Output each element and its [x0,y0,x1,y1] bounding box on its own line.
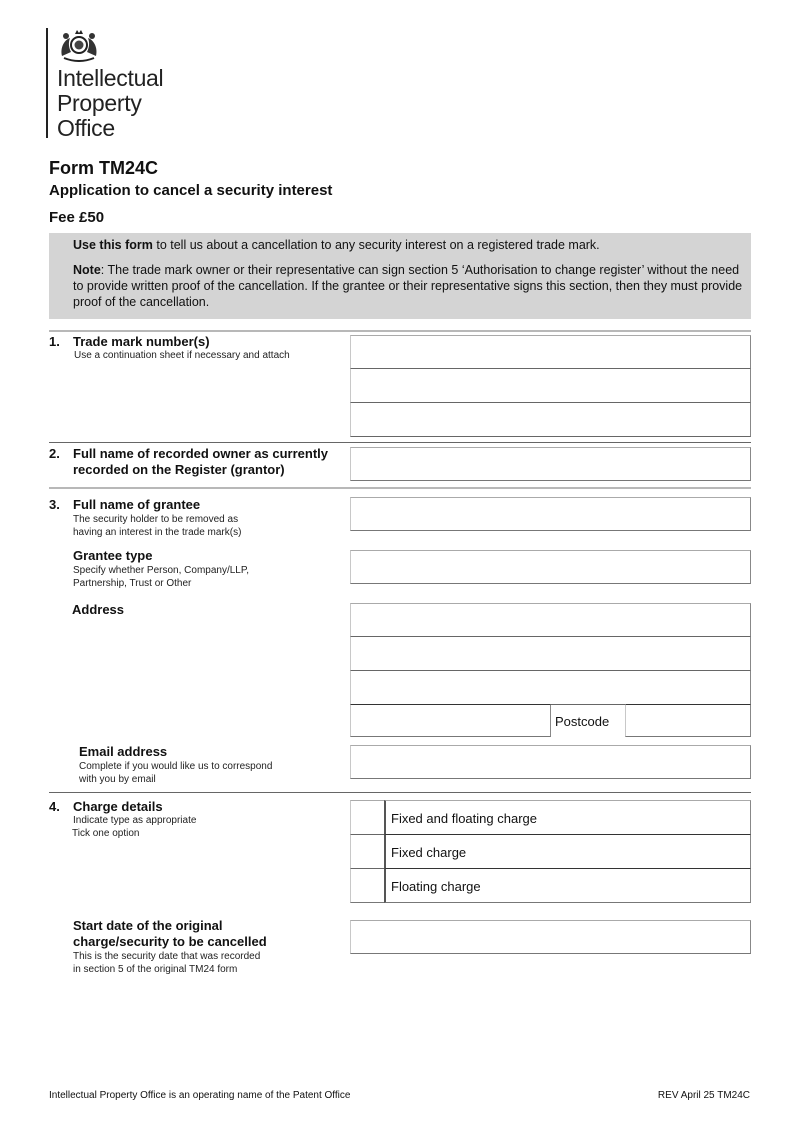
start-date-help: This is the security date that was recorded in section 5 of the original TM24 form [73,951,261,975]
section-divider [49,487,751,489]
section-2-title: Full name of recorded owner as currently recorded on the Register (grantor) [73,446,329,477]
trade-mark-number-field-2[interactable] [350,369,751,403]
option-fixed[interactable] [384,834,751,869]
postcode-field[interactable] [625,704,751,737]
logo-line-3: Office [57,115,115,141]
trade-mark-number-field-3[interactable] [350,403,751,437]
option-floating[interactable] [384,868,751,903]
section-divider [49,330,751,332]
start-date-field[interactable] [350,920,751,954]
checkbox-fixed-and-floating[interactable] [350,800,385,835]
option-label: Fixed and floating charge [391,811,537,826]
section-4-number: 4. [49,799,60,814]
grantee-type-title: Grantee type [73,548,153,563]
footer-note: Intellectual Property Office is an operating name of the Patent Office [49,1090,351,1101]
section-1-title: Trade mark number(s) [73,334,210,349]
organisation-name [57,66,163,141]
logo-line-2: Property [57,90,142,116]
checkbox-floating[interactable] [350,868,385,903]
postcode-label: Postcode [555,714,610,729]
section-4-title: Charge details [73,799,163,814]
grantee-type-field[interactable] [350,550,751,584]
address-line-1-field[interactable] [350,603,751,637]
checkbox-fixed[interactable] [350,834,385,869]
form-title: Form TM24C [49,158,159,178]
grantee-type-help: Specify whether Person, Company/LLP, Partnership, Trust or Other [73,565,250,589]
option-label: Fixed charge [391,845,467,860]
trade-mark-number-field-1[interactable] [350,335,751,369]
option-label: Floating charge [391,879,481,894]
recorded-owner-name-field[interactable] [350,447,751,481]
section-2-number: 2. [49,446,60,461]
info-usage-text: Use this form to tell us about a cancellation to any security interest on a registered trade mark. [73,238,600,252]
address-group [350,603,751,705]
fee-label: Fee £50 [49,209,105,226]
address-line-2-field[interactable] [350,637,751,671]
start-date-title: Start date of the original charge/security to be cancelled [73,918,267,949]
section-4-help: Indicate type as appropriate Tick one option [72,815,197,839]
section-divider [49,442,751,443]
grantee-name-field[interactable] [350,497,751,531]
section-3-help: The security holder to be removed as having an interest in the trade mark(s) [73,514,242,538]
form-revision: REV April 25 TM24C [657,1090,750,1101]
address-line-4-field[interactable] [350,704,551,737]
email-title: Email address [79,744,168,759]
section-3-number: 3. [49,497,60,512]
form-subtitle: Application to cancel a security interest [49,182,333,199]
royal-coat-of-arms-icon [56,26,102,62]
section-1-number: 1. [49,334,60,349]
info-note-text: Note: The trade mark owner or their representative can sign section 5 ‘Authorisation to change register’ without the need to provide written proof of the cancellation. If the grantee or their representative signs this section, then they must provide proof of the cancellation. [73,263,743,309]
info-box [49,233,751,319]
address-line-3-field[interactable] [350,671,751,705]
section-divider [49,792,751,793]
address-title: Address [72,602,125,617]
email-help: Complete if you would like us to correspond with you by email [79,761,273,785]
option-fixed-and-floating[interactable] [384,800,751,835]
trade-mark-numbers-group [350,335,751,437]
logo-line-1: Intellectual [57,65,164,91]
logo-rule [46,28,48,138]
section-3-title: Full name of grantee [73,497,201,512]
email-field[interactable] [350,745,751,779]
section-1-help: Use a continuation sheet if necessary and attach [74,350,290,361]
